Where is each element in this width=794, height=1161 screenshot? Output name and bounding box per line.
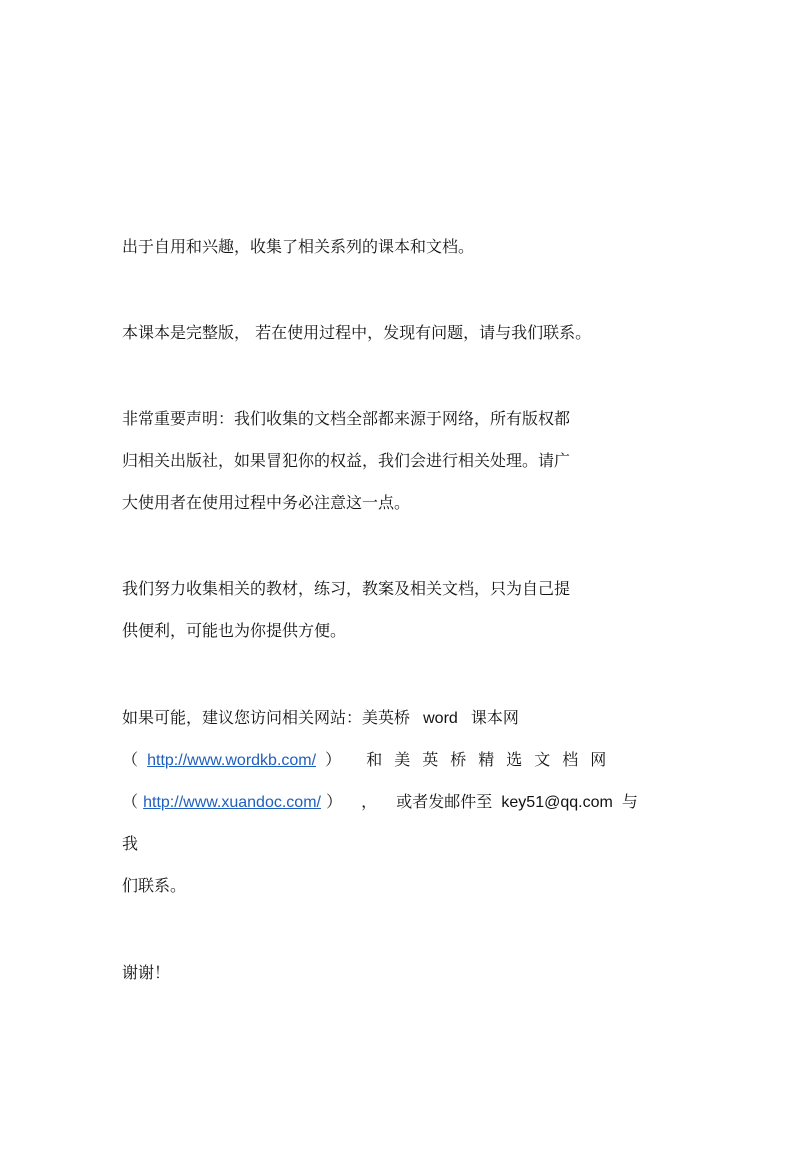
disclaimer-line-2: 归相关出版社，如果冒犯你的权益，我们会进行相关处理。请广 <box>122 451 571 470</box>
open-paren-2: （ <box>122 792 139 811</box>
xuandoc-site-name: 和美英桥精选文档网 <box>366 750 619 769</box>
disclaimer-line-1: 非常重要声明：我们收集的文档全部都来源于网络，所有版权都 <box>122 409 571 428</box>
contact-paragraph <box>122 697 638 907</box>
close-paren-1: ） <box>325 750 342 769</box>
contact-line-4: 我 <box>122 834 139 853</box>
contact-line-5: 们联系。 <box>122 876 187 895</box>
word-label: word <box>423 710 458 727</box>
complete-edition-text: 本课本是完整版， 若在使用过程中，发现有问题，请与我们联系。 <box>122 323 592 342</box>
purpose-line-1: 我们努力收集相关的教材，练习，教案及相关文档，只为自己提 <box>122 579 571 598</box>
comma: ， <box>361 792 378 811</box>
intro-text: 出于自用和兴趣，收集了相关系列的课本和文档。 <box>122 237 475 256</box>
contact-line-1-suffix: 课本网 <box>470 708 519 727</box>
contact-line-2 <box>122 739 638 781</box>
thanks-paragraph <box>122 952 170 994</box>
contact-line-3 <box>122 781 638 823</box>
complete-edition-paragraph <box>122 312 591 354</box>
email-address: key51@qq.com <box>501 794 613 811</box>
disclaimer-paragraph <box>122 398 570 524</box>
purpose-line-2: 供便利，可能也为你提供方便。 <box>122 621 347 640</box>
contact-line-3-end: 与 <box>621 792 638 811</box>
open-paren-1: （ <box>122 750 139 769</box>
close-paren-2: ） <box>326 792 343 811</box>
contact-line-1-prefix: 如果可能，建议您访问相关网站：美英桥 <box>122 708 411 727</box>
purpose-paragraph <box>122 568 570 652</box>
xuandoc-link[interactable]: http://www.xuandoc.com/ <box>143 794 321 811</box>
wordkb-link[interactable]: http://www.wordkb.com/ <box>147 752 317 769</box>
thanks-text: 谢谢！ <box>122 963 171 982</box>
disclaimer-line-3: 大使用者在使用过程中务必注意这一点。 <box>122 493 411 512</box>
email-prompt: 或者发邮件至 <box>396 792 493 811</box>
intro-paragraph <box>122 226 474 268</box>
contact-line-1 <box>122 697 638 739</box>
